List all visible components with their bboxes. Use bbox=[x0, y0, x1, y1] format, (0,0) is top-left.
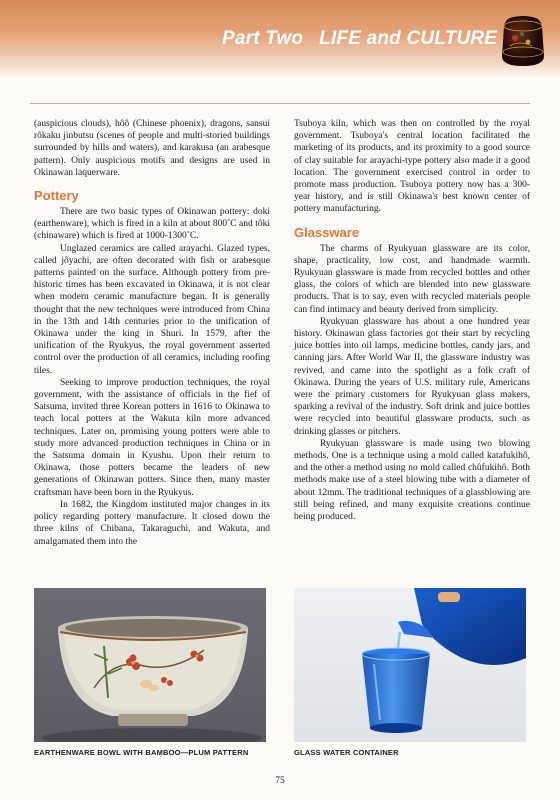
intro-paragraph: (auspicious clouds), hôô (Chinese phoenix), dragons, sansui rôkaku jinbutsu (scenes of people and multi-storied buildings surrounded by hills and waters), and karakusa (an arabesque pattern). Only auspicious motifs and designs are used in Okinawan laquerware. bbox=[34, 119, 270, 178]
pottery-paragraph-1: There are two basic types of Okinawan pottery: doki (earthenware), which is fired in a kiln at about 800˚C and tôki (chinaware) which is fired at 1000-1300˚C. bbox=[34, 207, 270, 242]
pottery-paragraph-3: Seeking to improve production techniques, the royal government, with the assistance of officials in the fief of Satsuma, invited three Korean potters in 1616 to Okinawa to teach local potters at the Wakuta kiln more advanced techniques. Later on, promising young potters were able to study more advanced production techniques in China or in the Satsuma domain in Kyushu. Upon their return to Okinawa, those potters became the leaders of new generations of Okinawan potters. Since then, many master craftsman have been born in the Ryukyus. bbox=[34, 377, 270, 498]
tsuboya-paragraph: Tsuboya kiln, which was then on controlled by the royal government. Tsuboya's central location facilitated the marketing of its products, and its proximity to a good source of clay suitable for arayachi-type pottery also made it a good location. The government exercised control in order to promote mass production. Tsuboya pottery now has a 300-year history, and is still Okinawa's best known center of pottery manufacturing. bbox=[294, 119, 530, 215]
earthenware-bowl-image bbox=[34, 588, 266, 742]
pottery-paragraph-4: In 1682, the Kingdom instituted major changes in its policy regarding pottery manufacture. It closed down the three kilns of Chibana, Takaraguchi, and Wakuta, and amalgamated them into the bbox=[34, 499, 270, 547]
glassware-paragraph-3: Ryukyuan glassware is made using two blowing methods. One is a technique using a mold called katafukihô, and the other a method using no mold called chûfukihô. Both methods make use of a steel blowing tube with a diameter of about 12mm. The traditional techniques of a glassblowing are still being refined, and many exquisite creations continue being produced. bbox=[294, 438, 530, 523]
glass-water-container-image bbox=[294, 588, 526, 742]
section-label: LIFE and CULTURE bbox=[319, 28, 498, 49]
bowl-caption: EARTHENWARE BOWL WITH BAMBOO—PLUM PATTERN bbox=[34, 748, 249, 757]
page-header bbox=[0, 0, 560, 78]
header-rule bbox=[30, 103, 530, 104]
glassware-paragraph-1: The charms of Ryukyuan glassware are its color, shape, practicality, low cost, and handmade warmth. Ryukyuan glassware is made from recycled bottles and other glass, the colors of which are blended into new glassware products. That is to say, even with recycled materials people can find intimacy and beauty derived from simplicity. bbox=[294, 243, 530, 315]
glass-caption: GLASS WATER CONTAINER bbox=[294, 748, 399, 757]
right-column bbox=[294, 118, 530, 523]
chapter-title bbox=[222, 28, 497, 50]
page-number: 75 bbox=[275, 776, 285, 786]
glassware-paragraph-2: Ryukyuan glassware has about a one hundred year history. Okinawan glass factories got their start by recycling juice bottles into oil lamps, medicine bottles, candy jars, and canning jars. After World War II, the glassware industry was revived, and came into the spotlight as a folk craft of Okinawa. During the years of U.S. military rule, Americans were the primary customers for Ryukyuan glass makers, sparking a revival of the industry. Soft drink and juice bottles were recycled into beautiful glassware products, such as drinking glasses or pitchers. bbox=[294, 316, 530, 437]
lacquer-box-icon bbox=[498, 12, 548, 70]
glassware-heading: Glassware bbox=[294, 224, 360, 240]
left-column bbox=[34, 118, 270, 548]
bowl-photo bbox=[34, 588, 266, 742]
part-label: Part Two bbox=[222, 28, 304, 49]
pottery-paragraph-2: Unglazed ceramics are called arayachi. Glazed types, called jôyachi, are often decorated with fish or arabesque patterns painted on the surface. Although pottery from pre-historic times has been excavated in Okinawa, it is not clear when modern ceramic manufacture began. It is generally thought that the new techniques were introduced from China in the 13th and 14th centuries prior to the unification of Okinawa under the king in Shuri. In 1579, after the unification of the Ryukyus, the royal government asserted control over the production of all ceramics, including roofing tiles. bbox=[34, 243, 270, 376]
pottery-heading: Pottery bbox=[34, 188, 79, 204]
glass-photo bbox=[294, 588, 526, 742]
